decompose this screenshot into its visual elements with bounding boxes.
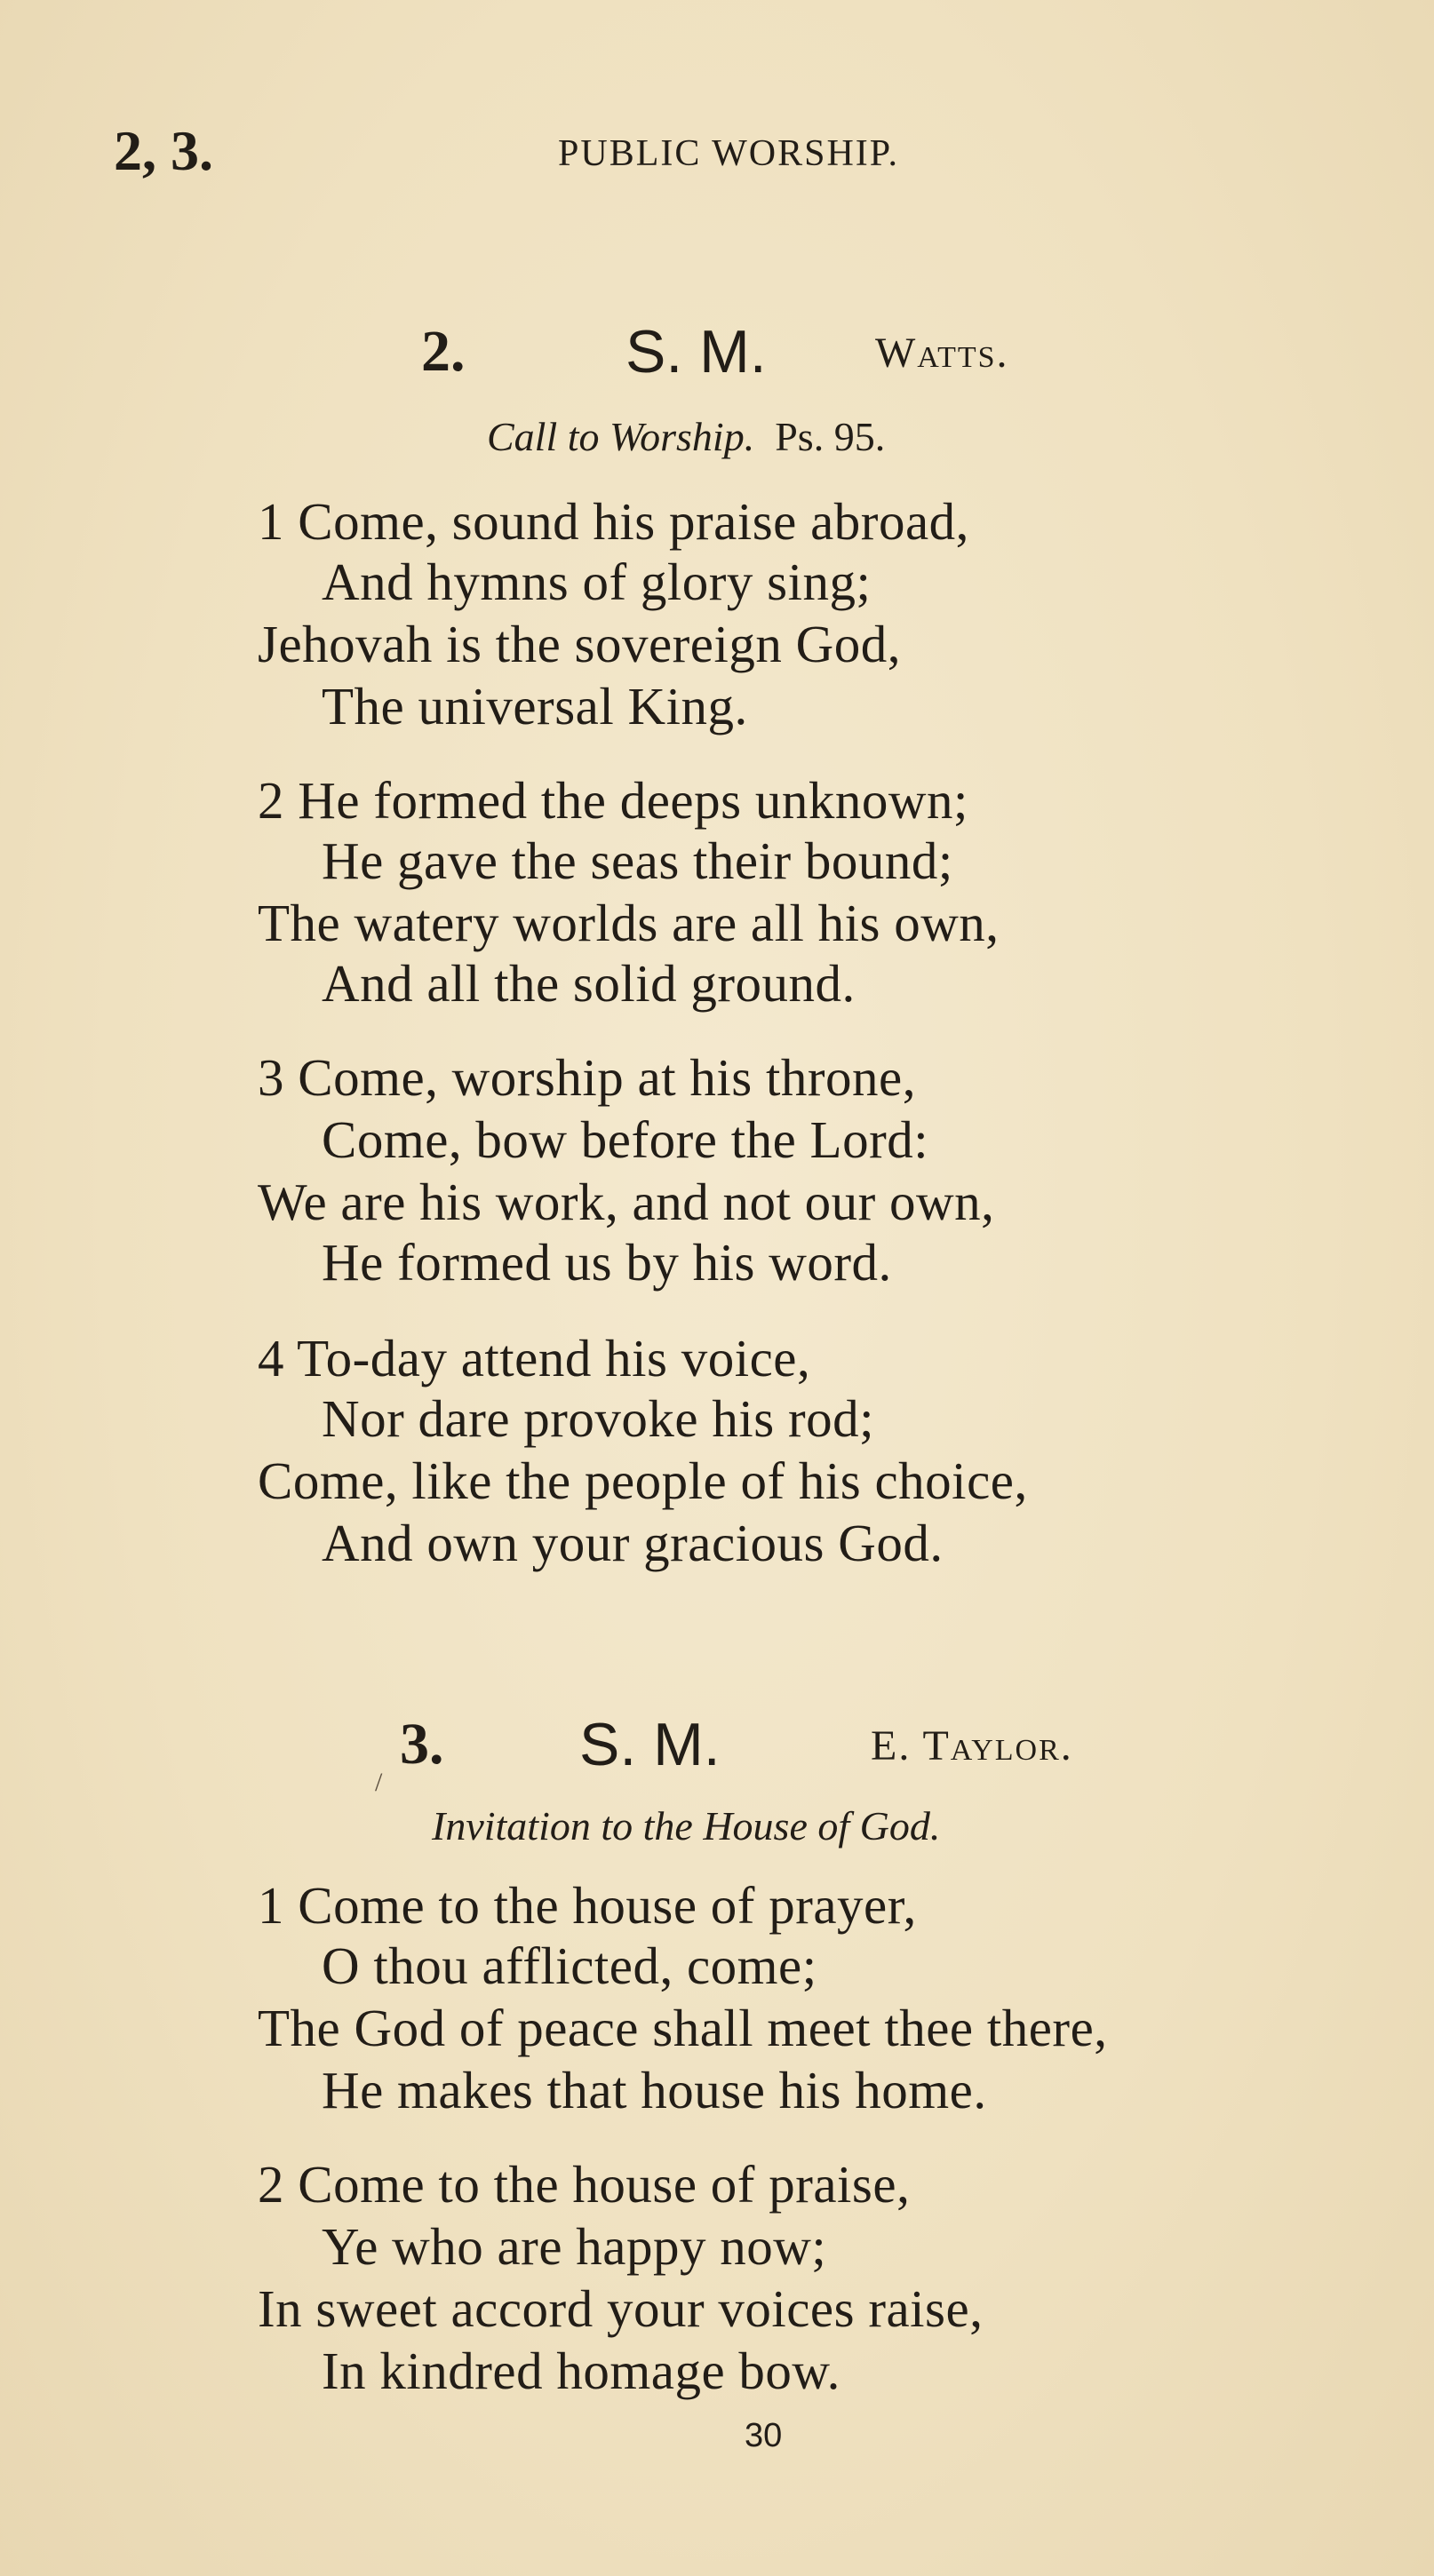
hymn-2-subtitle-text: Call to Worship.: [487, 414, 755, 459]
hymn-2-stanza-2-line-2: He gave the seas their bound;: [322, 831, 953, 890]
hymn-3-author: E. Taylor.: [871, 1722, 1073, 1769]
hymn-3-subtitle: Invitation to the House of God.: [432, 1803, 941, 1849]
header-title: PUBLIC WORSHIP.: [558, 133, 899, 174]
hymn-2-stanza-4-line-3: Come, like the people of his choice,: [258, 1451, 1028, 1510]
page-number: 30: [745, 2417, 783, 2454]
hymn-2-author: Watts.: [875, 330, 1009, 377]
hymn-2-stanza-3-line-4: He formed us by his word.: [322, 1233, 892, 1292]
hymn-2-stanza-3-line-2: Come, bow before the Lord:: [322, 1110, 929, 1169]
hymn-2-stanza-4-line-2: Nor dare provoke his rod;: [322, 1389, 875, 1448]
hymn-2-stanza-2-line-4: And all the solid ground.: [322, 954, 856, 1013]
hymn-2-stanza-2-line-3: The watery worlds are all his own,: [258, 894, 1000, 952]
hymn-2-stanza-3-line-1: 3 Come, worship at his throne,: [258, 1048, 916, 1107]
hymn-3-number: 3.: [400, 1712, 444, 1777]
header-hymn-numbers: 2, 3.: [114, 119, 213, 182]
hymn-3-stanza-1-line-2: O thou afflicted, come;: [322, 1936, 817, 1995]
hymn-3-meter: S. M.: [579, 1711, 721, 1778]
hymn-3-stanza-1-line-4: He makes that house his home.: [322, 2061, 987, 2119]
hymn-3-stanza-2-line-1: 2 Come to the house of praise,: [258, 2155, 911, 2214]
hymn-2-stanza-4-line-1: 4 To-day attend his voice,: [258, 1329, 811, 1387]
hymn-2-stanza-4-line-4: And own your gracious God.: [322, 1514, 944, 1572]
hymn-3-stanza-2-line-3: In sweet accord your voices raise,: [258, 2279, 984, 2338]
hymn-2-stanza-1-line-2: And hymns of glory sing;: [322, 553, 872, 611]
hymn-2-stanza-2-line-1: 2 He formed the deeps unknown;: [258, 771, 968, 830]
hymn-2-reference: Ps. 95.: [775, 414, 886, 459]
stray-print-mark: /: [375, 1768, 383, 1797]
hymn-3-stanza-2-line-2: Ye who are happy now;: [322, 2217, 827, 2276]
hymn-2-subtitle: [487, 410, 885, 464]
hymn-2-stanza-1-line-3: Jehovah is the sovereign God,: [258, 615, 901, 673]
hymn-2-meter: S. M.: [625, 318, 767, 386]
hymn-2-stanza-1-line-1: 1 Come, sound his praise abroad,: [258, 492, 969, 551]
hymn-2-stanza-1-line-4: The universal King.: [322, 677, 748, 735]
hymn-3-stanza-1-line-1: 1 Come to the house of prayer,: [258, 1876, 917, 1935]
hymn-3-stanza-2-line-4: In kindred homage bow.: [322, 2341, 840, 2400]
hymn-3-stanza-1-line-3: The God of peace shall meet thee there,: [258, 1999, 1108, 2057]
hymn-2-number: 2.: [421, 319, 466, 384]
hymn-2-stanza-3-line-3: We are his work, and not our own,: [258, 1173, 995, 1231]
